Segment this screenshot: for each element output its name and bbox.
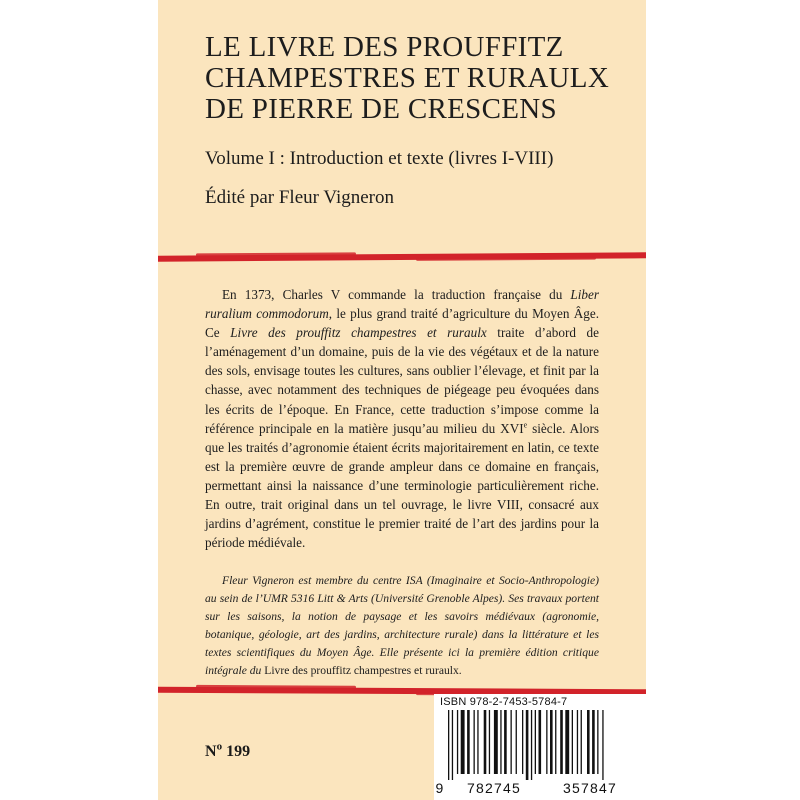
author-bio — [205, 572, 599, 681]
barcode-bar — [474, 710, 475, 774]
title-line-3: DE PIERRE DE CRESCENS — [205, 93, 557, 125]
red-divider-top — [158, 252, 646, 261]
summary-paragraph — [205, 285, 599, 552]
barcode-bar — [581, 710, 582, 774]
barcode-bar — [560, 710, 563, 774]
barcode-bar — [602, 710, 603, 780]
barcode-bar — [448, 710, 449, 780]
barcode-bar — [489, 710, 490, 774]
barcode-bar — [484, 710, 487, 774]
barcode-bar — [535, 710, 536, 774]
barcode-bar — [577, 710, 578, 774]
series-number-sup: o — [216, 740, 223, 753]
barcode-bar — [592, 710, 595, 774]
barcode-bar — [467, 710, 470, 774]
summary-text-1: En 1373, Charles V commande la traduction française du — [222, 287, 571, 302]
barcode-bar — [587, 710, 590, 774]
volume-subtitle: Volume I : Introduction et texte (livres I-VIII) — [205, 148, 554, 169]
barcode-bar — [494, 710, 498, 774]
author-bio-text: Fleur Vigneron est membre du centre ISA (Imaginaire et Socio-Anthropologie) au sein de l’UMR 5316 Litt & Arts (Université Grenoble Alpes). Ses travaux portent sur les saisons, la notion de paysage et les savoirs médiévaux (agronomie, botanique, géologie, art des jardins, architecture rurale) dans la littérature et les textes scientifiques du Moyen Âge. Elle présente ici la première édition critique intégrale du — [205, 574, 599, 678]
barcode-bar — [555, 710, 556, 774]
series-number — [205, 740, 251, 761]
barcode-bar — [452, 710, 453, 780]
barcode-bar — [522, 710, 523, 774]
title-line-1: LE LIVRE DES PROUFFITZ — [205, 31, 564, 63]
barcode-digits — [434, 780, 646, 796]
century-superscript: e — [523, 420, 528, 430]
summary-text-3: traite d’abord de l’aménagement d’un domaine, puis de la vie des végétaux et de la nature des sols, envisage toutes les cultures, sans oublier l’élevage, et finit par la chasse, avec notamment des techniques de piégeage peu évoquées dans les écrits de l’époque. En France, cette traduction s’impose comme la référence principale en la matière jusqu’au milieu du XVI — [205, 325, 599, 436]
barcode-bar — [546, 710, 547, 774]
barcode-bar — [461, 710, 465, 774]
book-title — [205, 32, 635, 125]
summary-italic-title-2: Livre des prouffitz champestres et ruraulx — [230, 325, 487, 341]
barcode-bar — [500, 710, 501, 774]
barcode-bars — [440, 710, 640, 780]
barcode-bar — [477, 710, 478, 774]
barcode-bar — [531, 710, 532, 780]
barcode-digit-prefix: 9 — [435, 780, 445, 796]
barcode-bar — [550, 710, 553, 774]
barcode-bar — [565, 710, 569, 774]
barcode-bar — [516, 710, 517, 774]
barcode-digits-left: 782745 — [467, 780, 521, 796]
isbn-label: ISBN 978-2-7453-5784-7 — [440, 696, 568, 708]
summary-italic-title-1: Liber ruralium commodorum — [205, 287, 599, 322]
author-bio-book-title: Livre des prouffitz champestres et ruraulx. — [264, 664, 462, 678]
barcode-bar — [526, 710, 529, 780]
isbn-barcode — [434, 694, 646, 800]
barcode-bar — [457, 710, 458, 774]
editor-credit: Édité par Fleur Vigneron — [205, 187, 394, 208]
title-line-2: CHAMPESTRES ET RURAULX — [205, 62, 610, 94]
book-back-cover — [158, 0, 646, 800]
barcode-digits-right: 357847 — [563, 780, 617, 796]
series-number-value: 199 — [226, 743, 251, 760]
summary-text-2: , le plus grand traité d’agriculture du Moyen Âge. Ce — [205, 306, 599, 341]
summary-text-4: siècle. Alors que les traités d’agronomie étaient écrits majoritairement en latin, ce texte est la première œuvre de grande ampleur dans ce domaine en français, permettant ainsi la naissance d’une terminologie particulièrement riche. En outre, trait original dans un tel ouvrage, le livre VIII, consacré aux jardins d’agrément, constitue le premier traité de l’art des jardins pour la période médiévale. — [205, 420, 599, 551]
series-number-prefix: N — [205, 743, 217, 760]
barcode-bar — [597, 710, 598, 774]
barcode-bar — [511, 710, 512, 774]
barcode-bar — [539, 710, 542, 774]
barcode-bar — [572, 710, 573, 774]
barcode-bar — [504, 710, 507, 774]
